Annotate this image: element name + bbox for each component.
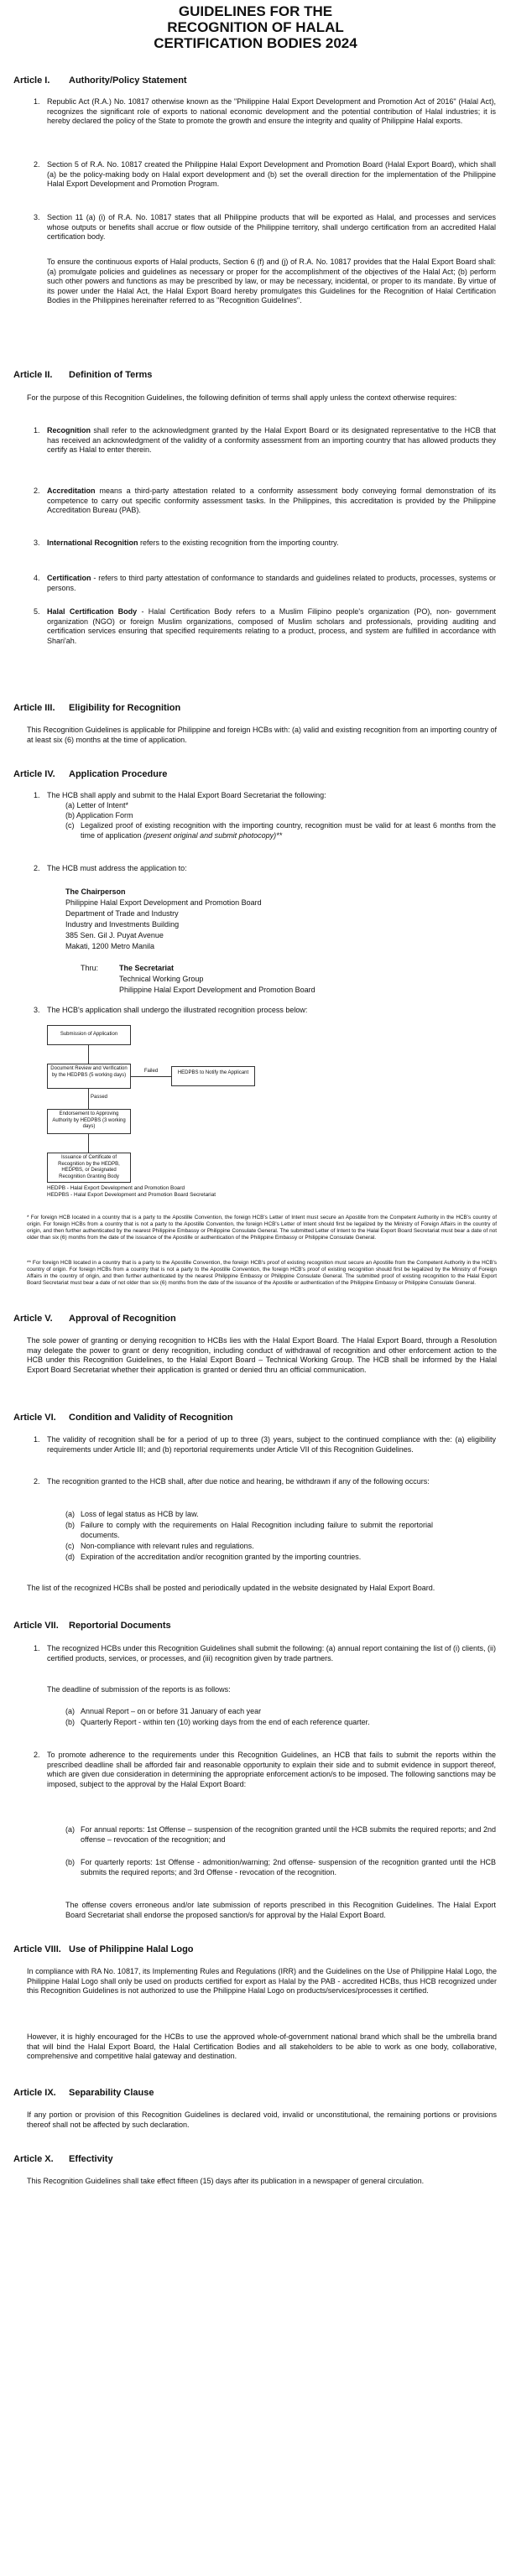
flow-passed-label: Passed <box>91 1095 108 1100</box>
reports-deadline-intro: The deadline of submission of the reports is as follows: <box>47 1685 231 1694</box>
withdrawal-d-label: (d) <box>65 1553 75 1561</box>
article-10-number: Article X. <box>13 2154 54 2164</box>
definition-certification <box>47 574 496 593</box>
article-1-item-3: Section 11 (a) (i) of R.A. No. 10817 states that all Philippine products that will be exported as Halal, and processes and services whose outputs or benefits shall accrue or flow outside of the Philippine territory, shall undergo certification from an accredited Halal certification body. <box>47 213 496 241</box>
requirement-text: Legalized proof of existing recognition with the importing country, recognition must be valid for at least 6 months from the time of application <box>81 821 496 840</box>
definition-term: Accreditation <box>47 487 96 495</box>
article-4-item-3: The HCB's application shall undergo the illustrated recognition process below: <box>47 1006 308 1014</box>
article-2-item-2-number: 2. <box>34 487 40 495</box>
article-6-title: Condition and Validity of Recognition <box>69 1413 233 1423</box>
article-10-text: This Recognition Guidelines shall take effect fifteen (15) days after its publication in a newspaper of general circulation. <box>27 2177 425 2185</box>
article-9-heading <box>13 2088 154 2098</box>
article-2-number: Article II. <box>13 370 53 380</box>
address-line-4: Industry and Investments Building <box>65 920 180 929</box>
definition-text: - refers to third party attestation of conformance to standards and guidelines related to products, processes, systems or persons. <box>47 574 496 592</box>
flow-review-box: Document Review and Verification by the HEDPBS (5 working days) <box>47 1064 131 1089</box>
article-7-heading <box>13 1621 171 1631</box>
requirement-text: Letter of Intent* <box>76 801 129 809</box>
article-1-continuation: To ensure the continuous exports of Halal products, Section 6 (f) and (j) of R.A. No. 10817 provides that the Halal Export Board shall: (a) promulgate policies and guidelines as necessary or proper for the accomplishment of the objectives of the Halal Act; (b) perform such other powers and functions as may be prescribed by law, or may be necessary, incidental, or proper to its mandate. By virtue of its power under the Halal Act, the Halal Export Board hereby promulgates this Guidelines for the Recognition of Halal Certification Bodies in the Philippines hereinafter referred to as "Recognition Guidelines". <box>47 258 496 304</box>
article-3-text: This Recognition Guidelines is applicable for Philippine and foreign HCBs with: (a) valid and existing recognition from an importing country of at least six (6) months at the time of application. <box>27 726 497 744</box>
article-6-closing: The list of the recognized HCBs shall be posted and periodically updated in the website designated by Halal Export Board. <box>27 1584 435 1592</box>
article-1-item-2-number: 2. <box>34 160 40 169</box>
article-2-item-3-number: 3. <box>34 539 40 547</box>
article-7-item-1: The recognized HCBs under this Recognition Guidelines shall submit the following: (a) annual report containing the list of (i) clients, (ii) certified products, services, or processes, and (iii) recognition given by trade partners. <box>47 1644 496 1663</box>
article-2-item-5-number: 5. <box>34 607 40 616</box>
article-2-item-4-number: 4. <box>34 574 40 582</box>
requirement-text: Application Form <box>76 811 133 820</box>
article-6-item-1: The validity of recognition shall be for a period of up to three (3) years, subject to the continued compliance with the: (a) eligibility requirements under Article III; and (b) reportorial requirements under Article VII of this Recognition Guidelines. <box>47 1435 496 1454</box>
thru-label: Thru: <box>81 964 99 972</box>
article-4-title: Application Procedure <box>69 769 168 779</box>
address-line-5: 385 Sen. Gil J. Puyat Avenue <box>65 931 164 939</box>
article-9-title: Separability Clause <box>69 2088 154 2098</box>
requirement-c <box>81 821 496 840</box>
definition-accreditation <box>47 487 496 516</box>
definition-term: International Recognition <box>47 539 138 547</box>
withdrawal-b: Failure to comply with the requirements on Halal Recognition including failure to submit the reportorial documents. <box>81 1521 433 1539</box>
article-2-heading <box>13 370 152 380</box>
sanction-a-label: (a) <box>65 1825 75 1834</box>
article-1-item-1: Republic Act (R.A.) No. 10817 otherwise known as the "Philippine Halal Export Development and Promotion Act of 2016" (Halal Act), recognizes the significant role of exports to national economic development and the potential contribution of Halal industries; it is hereby declared the policy of the State to promote the growth and ensure the integrity and quality of Philippine Halal exports. <box>47 97 496 125</box>
sanction-b: For quarterly reports: 1st Offense - admonition/warning; 2nd offense- suspension of the recognition granted until the HCB submits the required reports; and 3rd Offense - revocation of the recognition. <box>81 1858 496 1876</box>
article-8-number: Article VIII. <box>13 1944 61 1954</box>
article-3-title: Eligibility for Recognition <box>69 703 181 713</box>
article-7-item-1-number: 1. <box>34 1644 40 1652</box>
thru-line-1: The Secretariat <box>119 964 175 972</box>
article-8-heading <box>13 1944 194 1954</box>
article-6-item-2: The recognition granted to the HCB shall, after due notice and hearing, be withdrawn if any of the following occurs: <box>47 1477 430 1486</box>
article-1-heading <box>13 75 187 86</box>
footnote-proof-of-recognition: ** For foreign HCB located in a country that is a party to the Apostille Convention, the foreign HCB's proof of existing recognition must secure an Apostille from the Competent Authority in the HCB's country of origin. For foreign HCBs from a country that is not a party to the Apostille Convention, the foreign HCB's proof of existing recognition should first be legalized by the Ministry of Foreign Affairs in the country of origin, and then further authenticated by the nearest Philippine Embassy or Philippine Consulate General. The submitted proof of existing recognition to the Halal Export Board Secretariat must bear a date of not older than six (6) months from the date of the issuance of the Apostille or authentication of the Philippine Embassy or Philippine Consulate General. <box>27 1260 497 1286</box>
requirement-label: (a) <box>65 801 75 809</box>
address-line-3: Department of Trade and Industry <box>65 909 179 918</box>
article-1-number: Article I. <box>13 75 50 86</box>
flow-arrow <box>88 1089 89 1109</box>
article-10-heading <box>13 2154 113 2164</box>
article-3-heading <box>13 703 180 713</box>
document-title-line-2: RECOGNITION OF HALAL <box>167 19 344 35</box>
article-5-text: The sole power of granting or denying recognition to HCBs lies with the Halal Export Board. The Halal Export Board, through a Resolution may delegate the power to grant or deny recognition, including conduct of withdrawal of recognition and other enforcement action to the HCB under this Recognition Guidelines, to the Halal Export Board – Technical Working Group. The HCB shall be informed by the Halal Export Board Secretariat whether their application is granted or denied thru an official communication. <box>27 1336 497 1374</box>
article-9-number: Article IX. <box>13 2088 56 2098</box>
article-6-item-2-number: 2. <box>34 1477 40 1486</box>
definition-international-recognition <box>47 539 496 549</box>
article-9-text: If any portion or provision of this Recognition Guidelines is declared void, invalid or unconstitutional, the remaining portions or provisions thereof shall not be affected by such declaration. <box>27 2110 497 2129</box>
flow-failed-label: Failed <box>143 1069 159 1074</box>
address-line-1: The Chairperson <box>65 887 126 896</box>
requirement-label: (b) <box>65 811 75 820</box>
document-title-line-3: CERTIFICATION BODIES 2024 <box>154 35 357 51</box>
article-2-item-1-number: 1. <box>34 426 40 435</box>
definition-text: refers to the existing recognition from the importing country. <box>138 539 339 547</box>
deadline-a: Annual Report – on or before 31 January of each year <box>81 1707 262 1715</box>
article-1-title: Authority/Policy Statement <box>69 75 187 86</box>
article-7-closing: The offense covers erroneous and/or late submission of reports prescribed in this Recognition Guidelines. The Halal Export Board Secretariat shall endorse the proposed sanction/s for approval by the Halal Export Board. <box>65 1901 496 1919</box>
address-line-2: Philippine Halal Export Development and Promotion Board <box>65 898 262 907</box>
sanction-a: For annual reports: 1st Offense – suspension of the recognition granted until the HCB submits the required reports; and 2nd offense – revocation of the recognition; and <box>81 1825 496 1844</box>
article-7-item-2-number: 2. <box>34 1751 40 1759</box>
requirement-b <box>65 811 133 821</box>
definition-halal-certification-body <box>47 607 496 646</box>
withdrawal-b-label: (b) <box>65 1521 75 1529</box>
requirement-c-label: (c) <box>65 821 75 830</box>
article-5-number: Article V. <box>13 1314 53 1324</box>
article-8-paragraph-1: In compliance with RA No. 10817, its Implementing Rules and Regulations (IRR) and the Guidelines on the Use of Philippine Halal Logo, the Philippine Halal Logo shall only be used on products certified for export as Halal by the PAB - accredited HCBs, thus HCB recognized under this Recognition Guidelines is not authorized to use the Philippine Halal Logo on products/services/processes it certified. <box>27 1967 497 1995</box>
article-6-heading <box>13 1413 233 1423</box>
thru-line-3: Philippine Halal Export Development and Promotion Board <box>119 986 315 994</box>
footnote-letter-of-intent: * For foreign HCB located in a country that is a party to the Apostille Convention, the foreign HCB's Letter of Intent must secure an Apostille from the Competent Authority in the HCB's country of origin. For foreign HCBs from a country that is not a party to the Apostille Convention, the foreign HCB's Letter of Intent should first be legalized by the Ministry of Foreign Affairs in the country of origin, and then further authenticated by the nearest Philippine Embassy or Philippine Consulate General. The submitted Letter of Intent to the Halal Export Board Secretariat must bear a date of not older than six (6) months from the date of the issuance of the Apostille or authentication of the Philippine Embassy or Philippine Consulate General. <box>27 1215 497 1241</box>
article-10-title: Effectivity <box>69 2154 113 2164</box>
withdrawal-a-label: (a) <box>65 1510 75 1518</box>
article-4-item-2-number: 2. <box>34 864 40 872</box>
article-5-title: Approval of Recognition <box>69 1314 176 1324</box>
article-6-item-1-number: 1. <box>34 1435 40 1444</box>
article-2-title: Definition of Terms <box>69 370 153 380</box>
flow-arrow <box>131 1076 171 1077</box>
article-5-heading <box>13 1314 176 1324</box>
article-1-item-2: Section 5 of R.A. No. 10817 created the Philippine Halal Export Development and Promotion Board (Halal Export Board), which shall (a) be the policy-making body on Halal export development and (b) set the overall direction for the implementation of the Philippine Halal Export Development and Promotion Program. <box>47 160 496 188</box>
article-4-item-1: The HCB shall apply and submit to the Halal Export Board Secretariat the following: <box>47 791 326 799</box>
article-8-paragraph-2: However, it is highly encouraged for the HCBs to use the approved whole-of-government national brand which shall be the umbrella brand that will bind the Halal Export Board, the Halal Certification Bodies and all stakeholders to be able to work as one body, collaborative, comprehensive and competitive halal gateway and destination. <box>27 2032 497 2060</box>
article-4-item-1-number: 1. <box>34 791 40 799</box>
withdrawal-a: Loss of legal status as HCB by law. <box>81 1510 199 1518</box>
definition-term: Halal Certification Body <box>47 607 138 616</box>
definition-term: Recognition <box>47 426 91 435</box>
deadline-b-label: (b) <box>65 1718 75 1726</box>
article-4-number: Article IV. <box>13 769 55 779</box>
flow-issuance-box: Issuance of Certificate of Recognition by the HEDPB, HEDPBS, or Designated Recognition Granting Body <box>47 1153 131 1183</box>
flow-notify-box: HEDPBS to Notify the Applicant <box>171 1066 255 1086</box>
article-7-item-2: To promote adherence to the requirements under this Recognition Guidelines, an HCB that fails to submit the reports within the prescribed deadline shall be afforded fair and reasonable opportunity to explain their side and to submit evidence in support thereof, which are given due consideration in determining the appropriate enforcement action/s to be imposed. The following sanctions may be imposed, subject to the approval by the Halal Export Board: <box>47 1751 496 1788</box>
requirement-note: (present original and submit photocopy)** <box>143 830 283 840</box>
flow-arrow <box>88 1045 89 1064</box>
withdrawal-c: Non-compliance with relevant rules and regulations. <box>81 1542 254 1550</box>
definition-text: shall refer to the acknowledgment granted by the Halal Export Board or its designated representative to the HCB that has received an acknowledgment of the validity of a conformity assessment from an importing country that has allowed products they certify as Halal to enter therein. <box>47 426 496 454</box>
article-4-heading <box>13 769 167 779</box>
definition-term: Certification <box>47 574 91 582</box>
deadline-a-label: (a) <box>65 1707 75 1715</box>
thru-line-2: Technical Working Group <box>119 975 204 983</box>
article-7-title: Reportorial Documents <box>69 1621 171 1631</box>
article-4-item-2: The HCB must address the application to: <box>47 864 187 872</box>
article-7-number: Article VII. <box>13 1621 59 1631</box>
address-line-6: Makati, 1200 Metro Manila <box>65 942 155 950</box>
requirement-a <box>65 801 128 811</box>
article-1-item-1-number: 1. <box>34 97 40 106</box>
definition-text: - Halal Certification Body refers to a Muslim Filipino people's organization (PO), non- government organization (NGO) or foreign Muslim organizations, composed of Muslim scholars and professionals, providing auditing and certification services ensuring that specified requirements relating to a product, process, and system are fulfilled in accordance with Shari'ah. <box>47 607 496 645</box>
article-2-intro: For the purpose of this Recognition Guidelines, the following definition of terms shall apply unless the context otherwise requires: <box>27 393 457 402</box>
article-4-item-3-number: 3. <box>34 1006 40 1014</box>
sanction-b-label: (b) <box>65 1858 75 1866</box>
flow-legend-1: HEDPB - Halal Export Development and Promotion Board <box>47 1185 185 1191</box>
flow-endorsement-box: Endorsement to Approving Authority by HEDPBS (3 working days) <box>47 1109 131 1134</box>
article-1-item-3-number: 3. <box>34 213 40 221</box>
article-6-number: Article VI. <box>13 1413 56 1423</box>
flow-arrow <box>88 1134 89 1153</box>
deadline-b: Quarterly Report - within ten (10) working days from the end of each reference quarter. <box>81 1718 370 1726</box>
flow-legend-2: HEDPBS - Halal Export Development and Promotion Board Secretariat <box>47 1192 216 1198</box>
definition-text: means a third-party attestation related to a conformity assessment body conveying formal demonstration of its competence to carry out specific conformity assessment tasks. In the Philippines, this accreditation is provided by the Philippine Accreditation Bureau (PAB). <box>47 487 496 514</box>
document-title-line-1: GUIDELINES FOR THE <box>178 3 333 19</box>
flow-submission-box: Submission of Application <box>47 1025 131 1045</box>
withdrawal-d: Expiration of the accreditation and/or recognition granted by the importing countries. <box>81 1553 362 1561</box>
definition-recognition <box>47 426 496 455</box>
article-8-title: Use of Philippine Halal Logo <box>69 1944 194 1954</box>
article-3-number: Article III. <box>13 703 55 713</box>
withdrawal-c-label: (c) <box>65 1542 75 1550</box>
